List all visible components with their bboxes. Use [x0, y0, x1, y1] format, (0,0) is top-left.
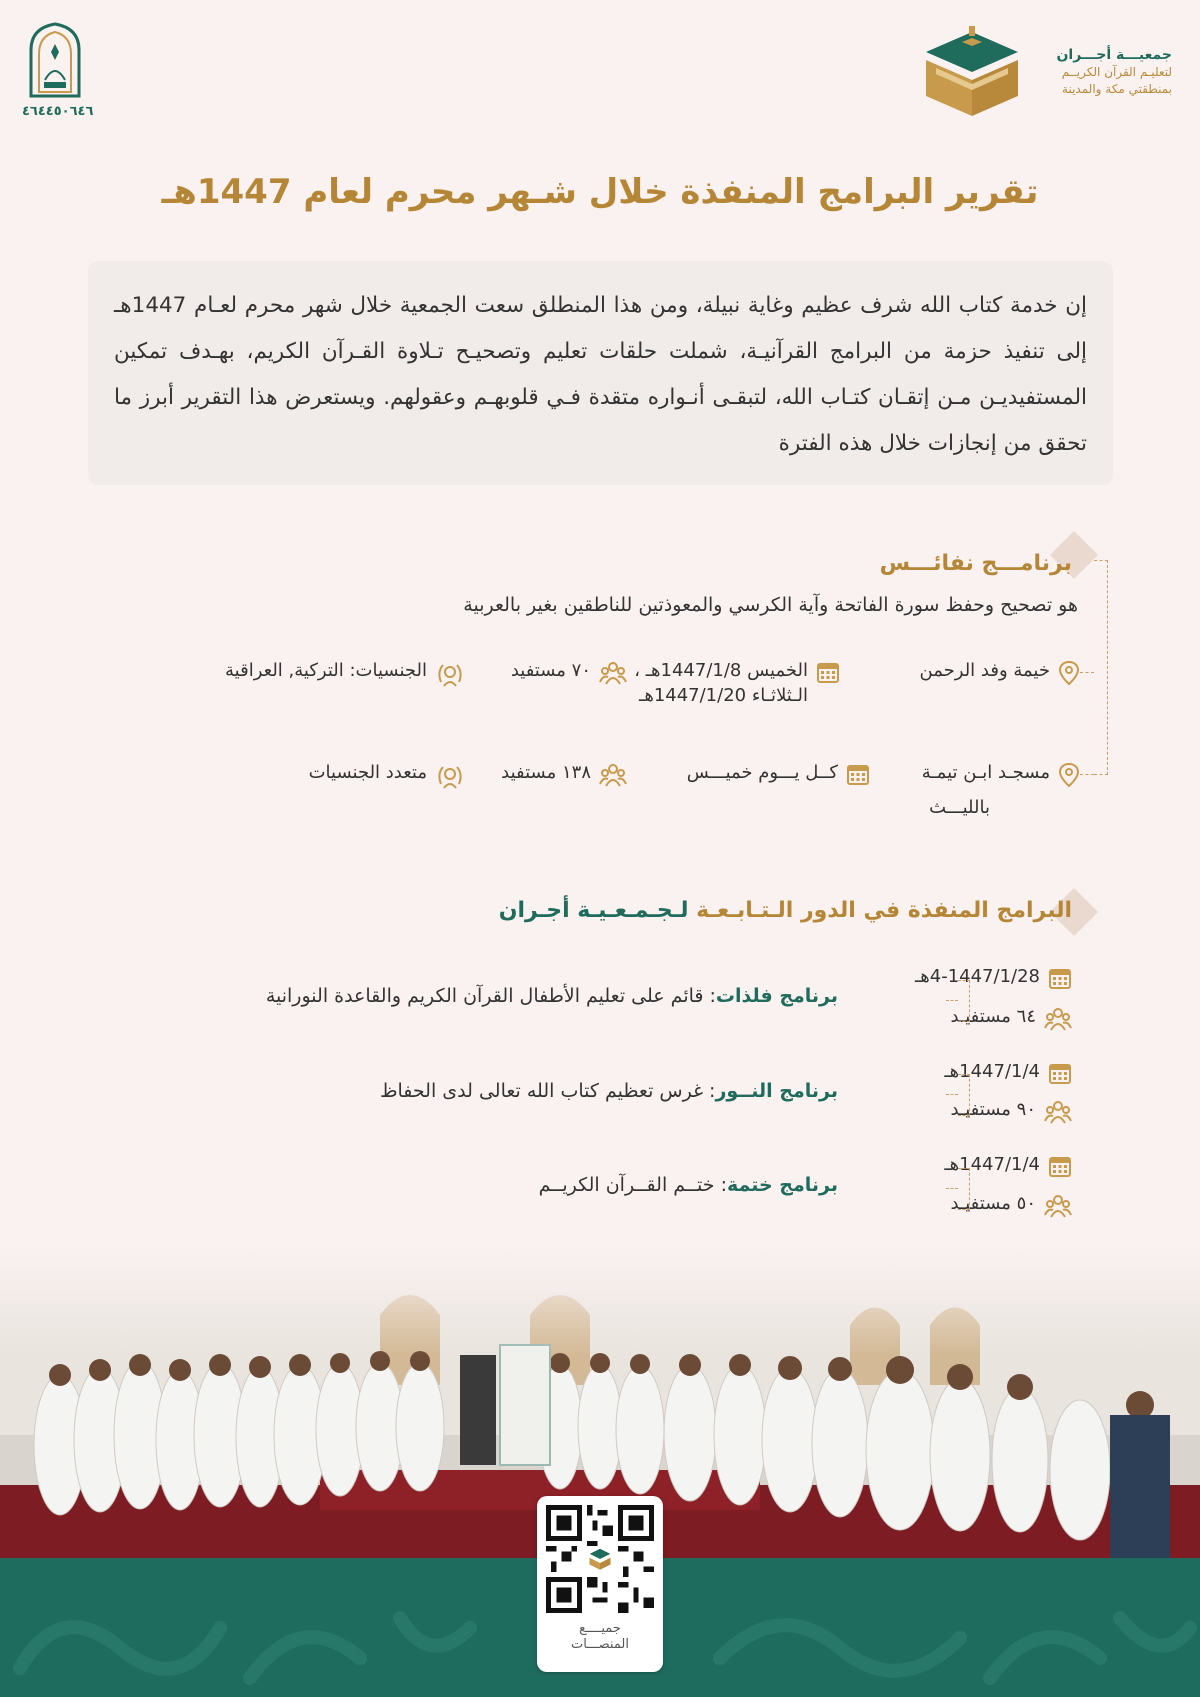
date-line1: الخميس 1447/1/8هـ ، [634, 660, 808, 681]
date-text: كــل يـــوم خميـــس [686, 762, 838, 783]
nafais-title: برنامـــج نفائـــس [879, 551, 1072, 576]
kaaba-book-icon [922, 24, 1022, 120]
people-group-icon [599, 660, 627, 686]
calendar-icon [816, 660, 840, 684]
qr-caption-line2: المنصـــات [571, 1637, 629, 1652]
program3-name: برنامج ختمة [726, 1174, 838, 1196]
ministry-emblem-icon [25, 22, 85, 98]
nafais-row2-location [922, 762, 1080, 818]
program2-name: برنامج النــور [715, 1080, 838, 1102]
program2-title [380, 1080, 838, 1102]
qr-caption-line1: جميــــع [579, 1621, 621, 1636]
nafais-row1-date [634, 660, 840, 706]
nafais-row2-date [687, 762, 870, 786]
people-group-icon [1044, 1006, 1072, 1032]
program1-date [915, 966, 1072, 990]
location-text: خيمة وفد الرحمن [919, 660, 1050, 681]
org-line3: بمنطقتي مكة والمدينة [1062, 81, 1172, 96]
calendar-icon [1048, 1061, 1072, 1085]
beneficiaries-text: ٦٤ مستفيـد [950, 1006, 1036, 1027]
nafais-row1-beneficiaries [511, 660, 627, 686]
people-group-icon [599, 762, 627, 788]
nationalities-wreath-icon [435, 660, 465, 690]
houses-title-part2: لـجـمـعـيـة أجـران [498, 898, 689, 923]
date-line2: الـثلاثـاء 1447/1/20هـ [639, 685, 808, 706]
org-line2: لتعليـم القرآن الكريــم [1061, 64, 1172, 79]
program-bracket [958, 1168, 970, 1210]
people-group-icon [1044, 1193, 1072, 1219]
program1-name: برنامج فلذات [715, 985, 838, 1007]
date-text: 1447/1/4هـ [944, 1061, 1040, 1082]
beneficiaries-text: ٥٠ مستفيـد [950, 1193, 1036, 1214]
date-text: 4-1447/1/28هـ [914, 966, 1040, 987]
program-connector [946, 1000, 958, 1001]
program-connector [946, 1094, 958, 1095]
program-bracket [958, 980, 970, 1022]
nationalities-text: الجنسيات: التركية, العراقية [225, 660, 427, 681]
beneficiaries-text: ٩٠ مستفيـد [950, 1099, 1036, 1120]
program-bracket [958, 1074, 970, 1116]
calendar-icon [846, 762, 870, 786]
location-pin-icon [1058, 660, 1080, 686]
nationalities-wreath-icon [435, 762, 465, 792]
ministry-logo [22, 22, 94, 122]
calendar-icon [1048, 966, 1072, 990]
people-group-icon [1044, 1099, 1072, 1125]
location-pin-icon [1058, 762, 1080, 788]
nafais-row2-nationalities [309, 762, 465, 792]
program3-title [539, 1174, 838, 1196]
qr-code-icon[interactable] [546, 1505, 654, 1613]
ministry-phone: ٤٦٤٤٥٠٦٤٦ [22, 104, 94, 119]
nafais-row1-location [920, 660, 1080, 686]
nafais-row2-beneficiaries [501, 762, 627, 788]
program1-title [266, 985, 838, 1007]
program2-desc: : غرس تعظيم كتاب الله تعالى لدى الحفاظ [379, 1080, 716, 1102]
intro-paragraph: إن خدمة كتاب الله شرف عظيم وغاية نبيلة، ومن هذا المنطلق سعت الجمعية خلال شهر محرم لعـام 1447هـ إلى تنفيذ حزمة من البرامج القرآنيـة، شملت حلقات تعليم وتصحيـح تـلاوة القـرآن الكريم، بهـدف تمكين المستفيديـن مـن إتقـان كتـاب الله، لتبقـى أنـواره متقدة فـي قلوبهـم وعقولهم. ويستعرض هذا التقرير أبرز ما تحقق من إنجازات خلال هذه الفترة [88, 261, 1113, 485]
nafais-bracket [1094, 560, 1108, 775]
beneficiaries-text: ٧٠ مستفيد [510, 660, 591, 681]
nationalities-text: متعدد الجنسيات [308, 762, 427, 783]
row-connector [1080, 672, 1094, 673]
org-name: جمعيـــة أجـــران [1056, 46, 1172, 63]
nafais-description: هو تصحيح وحفظ سورة الفاتحة وآية الكرسي والمعوذتين للناطقين بغير بالعربية [463, 594, 1078, 616]
row-connector [1080, 774, 1094, 775]
page-title: تقرير البرامج المنفذة خلال شـهر محرم لعام 1447هـ [161, 172, 1039, 212]
program-connector [946, 1188, 958, 1189]
houses-title [499, 898, 1072, 923]
program3-desc: : ختــم القــرآن الكريــم [538, 1174, 727, 1196]
qr-code-card[interactable] [537, 1496, 663, 1672]
location-line1: مسجـد ابـن تيمـة [921, 762, 1050, 783]
location-line2: بالليـــث [929, 797, 990, 818]
organization-logo [922, 22, 1172, 122]
beneficiaries-text: ١٣٨ مستفيد [501, 762, 591, 783]
houses-title-part1: البرامج المنفذة في الدور الـتـابـعـة [688, 898, 1072, 923]
nafais-row1-nationalities [225, 660, 465, 690]
date-text: 1447/1/4هـ [944, 1154, 1040, 1175]
program1-desc: : قائم على تعليم الأطفال القرآن الكريم والقاعدة النورانية [265, 985, 716, 1007]
calendar-icon [1048, 1154, 1072, 1178]
organization-name-block [1032, 47, 1172, 98]
